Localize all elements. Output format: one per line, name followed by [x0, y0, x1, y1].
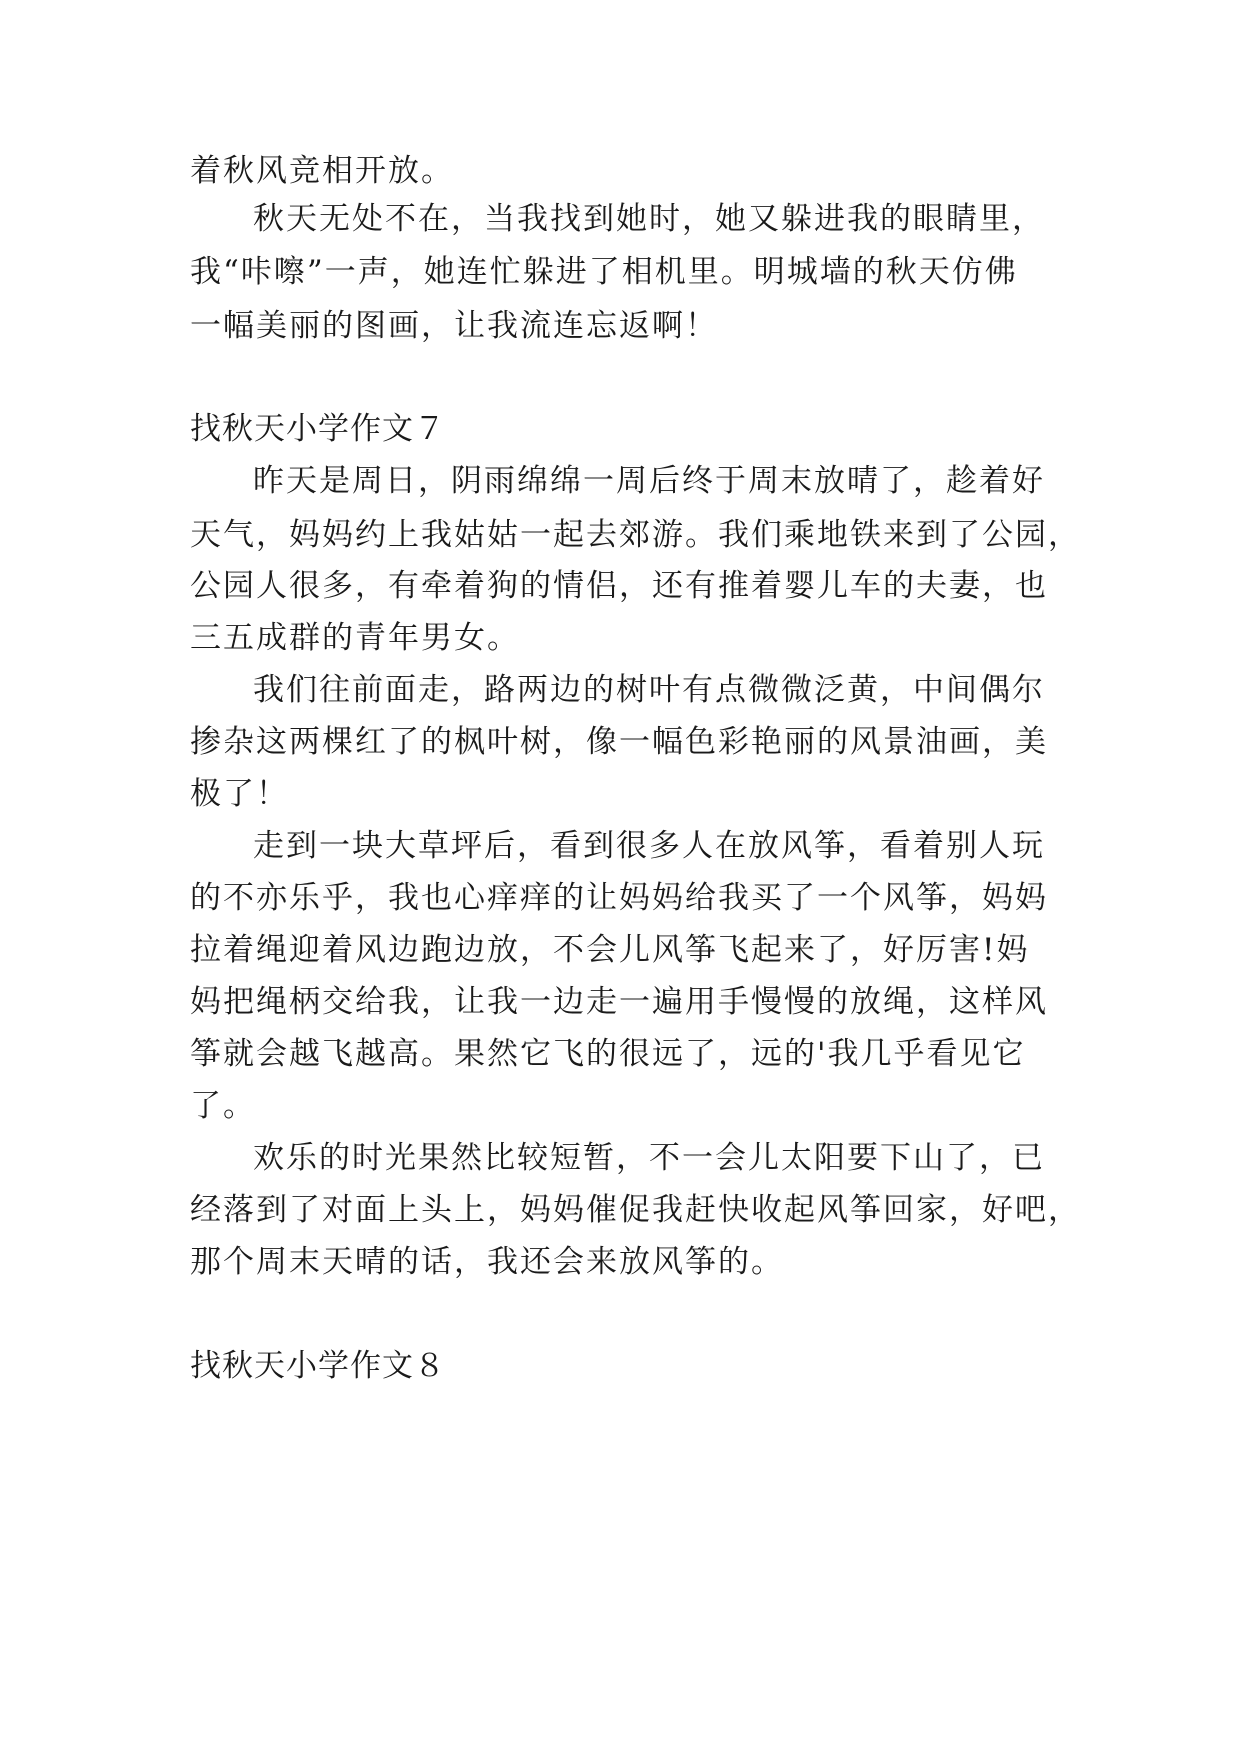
paragraph-line: 极了！ — [190, 776, 289, 812]
paragraph-line: 昨天是周日，阴雨绵绵一周后终于周末放晴了，趁着好 — [253, 463, 1045, 499]
section-heading-7: 找秋天小学作文７ — [190, 411, 446, 447]
paragraph-line: 经落到了对面上头上，妈妈催促我赶快收起风筝回家，好吧， — [190, 1192, 1081, 1228]
paragraph-line: 欢乐的时光果然比较短暂，不一会儿太阳要下山了，已 — [253, 1140, 1045, 1176]
paragraph-line: 拉着绳迎着风边跑边放，不会儿风筝飞起来了，好厉害!妈 — [190, 932, 1030, 968]
section-heading-8: 找秋天小学作文８ — [190, 1348, 446, 1384]
paragraph-line: 一幅美丽的图画，让我流连忘返啊！ — [190, 308, 718, 344]
paragraph-line: 我“咔嚓”一声，她连忙躲进了相机里。明城墙的秋天仿佛 — [190, 254, 1018, 290]
paragraph-line: 筝就会越飞越高。果然它飞的很远了，远的'我几乎看见它 — [190, 1036, 1026, 1072]
paragraph-line: 妈把绳柄交给我，让我一边走一遍用手慢慢的放绳，这样风 — [190, 984, 1048, 1020]
paragraph-line: 秋天无处不在，当我找到她时，她又躲进我的眼睛里， — [253, 201, 1045, 237]
paragraph-line: 着秋风竞相开放。 — [190, 153, 454, 189]
paragraph-line: 公园人很多，有牵着狗的情侣，还有推着婴儿车的夫妻，也 — [190, 568, 1048, 604]
paragraph-line: 我们往前面走，路两边的树叶有点微微泛黄，中间偶尔 — [253, 672, 1045, 708]
paragraph-line: 走到一块大草坪后，看到很多人在放风筝，看着别人玩 — [253, 828, 1045, 864]
paragraph-line: 那个周末天晴的话，我还会来放风筝的。 — [190, 1244, 784, 1280]
paragraph-line: 三五成群的青年男女。 — [190, 620, 520, 656]
paragraph-line: 了。 — [190, 1088, 256, 1124]
paragraph-line: 掺杂这两棵红了的枫叶树，像一幅色彩艳丽的风景油画，美 — [190, 724, 1048, 760]
paragraph-line: 天气，妈妈约上我姑姑一起去郊游。我们乘地铁来到了公园， — [190, 517, 1081, 553]
paragraph-line: 的不亦乐乎，我也心痒痒的让妈妈给我买了一个风筝，妈妈 — [190, 880, 1048, 916]
